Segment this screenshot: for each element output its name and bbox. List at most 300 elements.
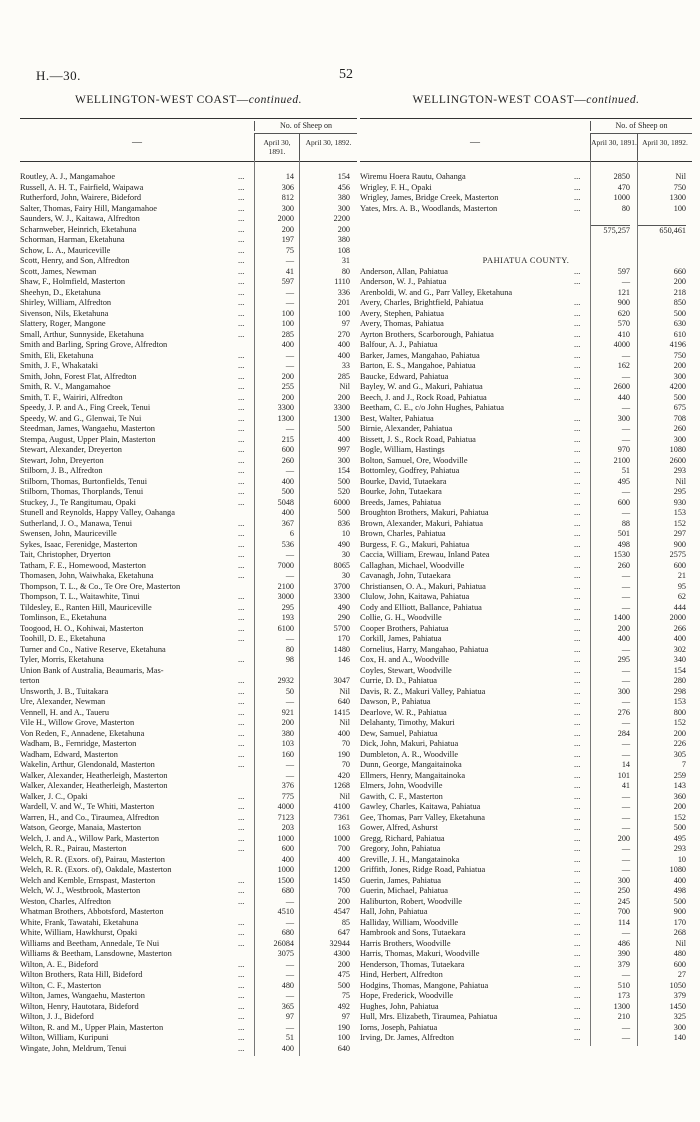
sheep-1892: 300	[673, 1022, 686, 1032]
sheep-1892: 200	[337, 896, 350, 906]
owner-name: Whatman Brothers, Abbotsford, Masterton	[20, 907, 164, 916]
sheep-1891: —	[285, 361, 294, 370]
sheep-1892: 325	[673, 1012, 686, 1021]
header-year-1891: April 30, 1891.	[590, 133, 637, 161]
owner-name: Griffith, Jones, Ridge Road, Pahiatua	[360, 865, 486, 874]
sheep-1891: 400	[281, 508, 294, 517]
column-title-main: WELLINGTON-WEST COAST—	[412, 94, 587, 106]
sheep-1891: 376	[281, 781, 294, 790]
sheep-1892: 4300	[333, 949, 350, 958]
sheep-1892: 190	[337, 749, 350, 759]
table-row	[20, 540, 357, 551]
table-row	[20, 340, 357, 351]
owner-name: Gawith, C. F., Masterton	[360, 791, 443, 801]
sheep-1892: 300	[673, 434, 686, 444]
owner-name: Saunders, W. J., Kaitawa, Alfredton	[20, 214, 140, 223]
table-row	[20, 456, 357, 467]
leader-dots: ...	[238, 298, 245, 307]
table-row	[360, 519, 692, 530]
sheep-1892: 268	[673, 928, 686, 937]
sheep-1891: 600	[617, 497, 630, 507]
leader-dots: ...	[574, 623, 581, 633]
leader-dots: ...	[574, 928, 581, 937]
table-row	[360, 1023, 692, 1034]
owner-name: Collie, G. H., Woodville	[360, 613, 442, 622]
table-row	[20, 687, 357, 698]
owner-name: Welch, W. J., Westbrook, Masterton	[20, 886, 141, 895]
owner-name: Small, Arthur, Sunnyside, Eketahuna	[20, 329, 144, 339]
table-row	[20, 267, 357, 278]
sheep-1892: Nil	[339, 382, 350, 391]
owner-name: Vile H., Willow Grove, Masterton	[20, 718, 135, 727]
leader-dots: ...	[238, 1012, 245, 1021]
sheep-1892: 500	[673, 308, 686, 318]
sheep-1892: Nil	[675, 938, 686, 948]
sheep-1891: 367	[281, 518, 294, 528]
owner-name: Unsworth, J. B., Tuitakara	[20, 686, 109, 696]
sheep-1891: 536	[281, 539, 294, 549]
owner-name: Guerin, Michael, Pahiatua	[360, 886, 448, 895]
sheep-1892: 336	[337, 287, 350, 297]
owner-name: Wiremu Hoera Rautu, Oahanga	[360, 172, 466, 181]
table-row	[20, 519, 357, 530]
leader-dots: ...	[574, 340, 581, 349]
sheep-1892: 800	[673, 707, 686, 717]
sheep-1892: 500	[673, 896, 686, 906]
sheep-1892: 475	[337, 970, 350, 979]
owner-name: Speedy, W. and G., Glenwai, Te Nui	[20, 413, 142, 423]
sheep-1892: 21	[677, 571, 686, 580]
table-row	[20, 582, 357, 593]
sheep-1892: 140	[673, 1033, 686, 1042]
owner-name: Toogood, H. O., Kohiwai, Masterton	[20, 623, 144, 633]
sheep-1892: 8065	[333, 560, 350, 570]
table-row	[20, 1012, 357, 1023]
sheep-1892: 3300	[333, 403, 350, 412]
table-row	[360, 382, 692, 393]
table-row	[360, 267, 692, 278]
leader-dots: ...	[574, 938, 581, 948]
sheep-1892: 500	[673, 823, 686, 832]
sheep-1891: —	[621, 854, 630, 864]
sheep-1892: 154	[337, 172, 350, 181]
owner-name: Wingate, John, Meldrum, Tenui	[20, 1043, 127, 1053]
leader-dots: ...	[238, 529, 245, 538]
owner-name: Welch and Kemble, Ernspast, Masterton	[20, 875, 156, 885]
leader-dots: ...	[238, 1001, 245, 1011]
leader-dots: ...	[574, 434, 581, 444]
sheep-1892: 400	[337, 434, 350, 444]
sheep-1892: 400	[337, 854, 350, 864]
owner-name: Barker, James, Mangahao, Pahiatua	[360, 350, 480, 360]
sheep-1891: 6	[289, 529, 294, 538]
sheep-1892: 750	[673, 182, 686, 192]
leader-dots: ...	[574, 665, 581, 675]
leader-dots: ...	[574, 455, 581, 465]
table-row	[360, 655, 692, 666]
sheep-1891: —	[621, 739, 630, 748]
sheep-1891: 97	[285, 1012, 294, 1021]
sheep-1892: 1300	[669, 193, 686, 202]
sheep-1892: 190	[337, 1022, 350, 1032]
owner-name: Thompson, T. L., Waitawhite, Tinui	[20, 592, 140, 601]
table-row	[20, 225, 357, 236]
leader-dots: ...	[574, 298, 581, 307]
table-row	[20, 424, 357, 435]
sheep-1891: 575,257	[590, 225, 630, 237]
table-row	[20, 813, 357, 824]
table-row	[360, 813, 692, 824]
table-row	[360, 288, 692, 299]
owner-name: Arenboldi, W. and G., Parr Valley, Eketahuna	[360, 287, 513, 297]
table-row	[360, 340, 692, 351]
table-row	[20, 246, 357, 257]
sheep-1892: 97	[341, 319, 350, 328]
column-rule	[637, 160, 638, 1046]
sheep-1892: 7	[681, 760, 686, 769]
leader-dots: ...	[574, 865, 581, 874]
leader-dots: ...	[574, 970, 581, 979]
header-sheep-on: No. of Sheep on	[254, 121, 357, 131]
sheep-1892: 4100	[333, 802, 350, 811]
leader-dots: ...	[238, 844, 245, 853]
leader-dots: ...	[238, 224, 245, 234]
leader-dots: ...	[574, 193, 581, 202]
leader-dots: ...	[238, 214, 245, 223]
sheep-1892: 700	[337, 844, 350, 853]
leader-dots: ...	[574, 529, 581, 538]
table-row	[20, 1033, 357, 1044]
leader-dots: ...	[574, 1012, 581, 1021]
table-row	[20, 351, 357, 362]
leader-dots: ...	[574, 466, 581, 475]
table-row	[20, 1044, 357, 1055]
sheep-1892: 2000	[669, 613, 686, 622]
sheep-1891: —	[621, 1033, 630, 1042]
owner-name: Brown, Alexander, Makuri, Pahiatua	[360, 518, 483, 528]
sheep-1892: 297	[673, 529, 686, 538]
sheep-1891: 103	[281, 739, 294, 748]
table-row	[20, 676, 357, 687]
sheep-1892: 152	[673, 518, 686, 528]
table-row	[20, 235, 357, 246]
sheep-1892: 10	[341, 529, 350, 538]
document-reference: H.—30.	[36, 68, 81, 83]
sheep-1892: 600	[673, 560, 686, 570]
sheep-1891: —	[621, 928, 630, 937]
leader-dots: ...	[574, 1022, 581, 1032]
sheep-1891: 390	[617, 949, 630, 958]
owner-name: Cody and Elliott, Ballance, Pahiatua	[360, 602, 482, 612]
owner-name: Brown, Charles, Pahiatua	[360, 529, 446, 538]
sheep-1892: 700	[337, 886, 350, 895]
sheep-1891: 200	[281, 392, 294, 402]
table-row	[20, 939, 357, 950]
owner-name: Wrigley, James, Bridge Creek, Masterton	[360, 193, 499, 202]
owner-name: Tait, Christopher, Dryerton	[20, 550, 111, 559]
sheep-1891: 400	[617, 634, 630, 643]
sheep-1892: 100	[337, 308, 350, 318]
sheep-1891: 2100	[277, 581, 294, 591]
table-row	[20, 729, 357, 740]
owner-name: Cooper Brothers, Pahiatua	[360, 623, 449, 633]
table-row	[360, 939, 692, 950]
table-row	[20, 571, 357, 582]
leader-dots: ...	[574, 833, 581, 843]
owner-name: Wilton, A. E., Bideford	[20, 959, 99, 969]
owner-name: Welch, J. and A., Willow Park, Masterton	[20, 833, 160, 843]
leader-dots: ...	[574, 823, 581, 832]
owner-name: Walker, Alexander, Heatherleigh, Masterton	[20, 770, 168, 780]
owner-name: Wadham, Edward, Masterton	[20, 749, 118, 759]
sheep-1892: 154	[337, 466, 350, 475]
header-year-1891: April 30, 1891.	[254, 133, 299, 161]
leader-dots: ...	[238, 760, 245, 769]
leader-dots: ...	[574, 508, 581, 517]
owner-name: Gawley, Charles, Kaitawa, Pahiatua	[360, 802, 481, 811]
leader-dots: ...	[574, 308, 581, 318]
table-row	[360, 918, 692, 929]
leader-dots: ...	[574, 1001, 581, 1011]
sheep-1891: 295	[617, 655, 630, 664]
leader-dots: ...	[574, 476, 581, 486]
sheep-1892: 200	[337, 224, 350, 234]
sheep-1891: 14	[285, 172, 294, 181]
sheep-1891: 600	[281, 844, 294, 853]
sheep-1892: 2575	[669, 550, 686, 559]
page-number: 52	[339, 67, 353, 82]
table-row	[360, 960, 692, 971]
table-row	[20, 508, 357, 519]
sheep-1892: 900	[673, 907, 686, 916]
owner-name: Christiansen, O. A., Makuri, Pahiatua	[360, 581, 486, 591]
sheep-1892: 640	[337, 1043, 350, 1053]
table-row	[360, 760, 692, 771]
table-row	[360, 466, 692, 477]
sheep-1892: 95	[677, 581, 686, 591]
sheep-1892: 600	[673, 959, 686, 969]
owner-name: Gregory, John, Pahiatua	[360, 844, 441, 853]
column-title	[360, 94, 692, 106]
owner-name: Stilborn, Thomas, Burtonfields, Tenui	[20, 476, 148, 486]
leader-dots: ...	[574, 203, 581, 213]
table-row	[360, 771, 692, 782]
sheep-1891: 2000	[277, 214, 294, 223]
owner-name: Beetham, C. E., c/o John Hughes, Pahiatua	[360, 403, 504, 412]
sheep-1891: 365	[281, 1001, 294, 1011]
sheep-1891: 41	[285, 266, 294, 276]
sheep-1891: 597	[617, 266, 630, 276]
owner-name: Sheehyn, D., Eketahuna	[20, 287, 101, 297]
sheep-1892: 285	[337, 371, 350, 381]
leader-dots: ...	[238, 655, 245, 664]
sheep-1892: 1450	[333, 875, 350, 885]
table-row	[20, 645, 357, 656]
sheep-1891: 1000	[277, 833, 294, 843]
leader-dots: ...	[574, 875, 581, 885]
sheep-1892: 143	[673, 781, 686, 790]
owner-name: Hind, Herbert, Alfredton	[360, 970, 443, 979]
sheep-1891: 276	[617, 707, 630, 717]
sheep-1892: 610	[673, 329, 686, 339]
sheep-1891: —	[621, 403, 630, 412]
table-row	[360, 750, 692, 761]
leader-dots: ...	[238, 476, 245, 486]
county-heading: PAHIATUA COUNTY.	[482, 256, 570, 265]
sheep-1891: 285	[281, 329, 294, 339]
leader-dots: ...	[574, 697, 581, 706]
sheep-1891: —	[621, 844, 630, 853]
sheep-1891: 7123	[277, 812, 294, 822]
table-row	[360, 624, 692, 635]
sheep-1891: 921	[281, 707, 294, 717]
owner-name: Clulow, John, Kaitawa, Pahiatua	[360, 592, 470, 601]
leader-dots: ...	[574, 812, 581, 822]
leader-dots: ...	[238, 917, 245, 927]
table-row	[20, 949, 357, 960]
sheep-1892: 70	[341, 739, 350, 748]
table-row	[20, 403, 357, 414]
owner-name: Dumbleton, A. R., Woodville	[360, 749, 459, 759]
leader-dots: ...	[238, 739, 245, 748]
column-title-italic: continued.	[248, 94, 303, 106]
sheep-1892: 520	[337, 487, 350, 496]
owner-name: Stilborn, Thomas, Thorplands, Tenui	[20, 487, 144, 496]
leader-dots: ...	[574, 182, 581, 192]
leader-dots: ...	[238, 487, 245, 496]
owner-name: Vennell, H. and A., Taueru	[20, 707, 110, 717]
table-row	[360, 792, 692, 803]
sheep-1891: 284	[617, 728, 630, 738]
sheep-1892: 850	[673, 298, 686, 307]
sheep-1892: 1300	[333, 413, 350, 423]
owner-name: Smith, R. V., Mangamahoe	[20, 382, 111, 391]
sheep-1892: 836	[337, 518, 350, 528]
sheep-1892: 480	[673, 949, 686, 958]
owner-name: Bissett, J. S., Rock Road, Pahiatua	[360, 434, 476, 444]
leader-dots: ...	[574, 739, 581, 748]
sheep-1892: 259	[673, 770, 686, 780]
leader-dots: ...	[238, 203, 245, 213]
leader-dots: ...	[238, 277, 245, 286]
owner-name: Swensen, John, Mauriceville	[20, 529, 117, 538]
sheep-1891: 7000	[277, 560, 294, 570]
sheep-1892: 400	[673, 875, 686, 885]
leader-dots: ...	[574, 560, 581, 570]
table-row	[360, 246, 692, 257]
table-row	[20, 183, 357, 194]
leader-dots: ...	[574, 676, 581, 685]
sheep-1891: 50	[285, 686, 294, 696]
sheep-1891: 193	[281, 613, 294, 622]
leader-dots: ...	[238, 980, 245, 990]
sheep-1892: 3700	[333, 581, 350, 591]
sheep-1892: 500	[337, 424, 350, 433]
table-row	[360, 435, 692, 446]
owner-name: Corkill, James, Pahiatua	[360, 634, 442, 643]
owner-name: Hodgins, Thomas, Mangone, Pahiatua	[360, 980, 489, 990]
table-row	[20, 214, 357, 225]
leader-dots: ...	[238, 571, 245, 580]
owner-name: Tyler, Morris, Eketahuna	[20, 655, 104, 664]
leader-dots: ...	[574, 1033, 581, 1042]
leader-dots: ...	[574, 539, 581, 549]
leader-dots: ...	[238, 497, 245, 507]
sheep-1892: 200	[673, 277, 686, 286]
table-row	[360, 928, 692, 939]
table-row	[20, 1002, 357, 1013]
leader-dots: ...	[238, 445, 245, 454]
sheep-1891: —	[285, 350, 294, 360]
sheep-1891: 3300	[277, 403, 294, 412]
table-row	[20, 981, 357, 992]
table-row	[360, 1012, 692, 1023]
column-title	[20, 94, 357, 106]
sheep-1892: 360	[673, 791, 686, 801]
table-row	[20, 256, 357, 267]
table-row	[360, 876, 692, 887]
leader-dots: ...	[574, 487, 581, 496]
sheep-1892: 146	[337, 655, 350, 664]
sheep-1892: 153	[673, 508, 686, 517]
sheep-1892: 80	[341, 266, 350, 276]
sheep-1892: 100	[337, 1033, 350, 1042]
column-title-main: WELLINGTON-WEST COAST—	[74, 94, 249, 106]
leader-dots: ...	[574, 949, 581, 958]
table-row	[20, 634, 357, 645]
owner-name: Thompson, T. L., & Co., Te Ore Ore, Masterton	[20, 581, 181, 591]
table-row	[20, 666, 357, 677]
table-row	[360, 991, 692, 1002]
owner-name: Stempa, August, Upper Plain, Masterton	[20, 434, 156, 444]
sheep-1891: 700	[617, 907, 630, 916]
sheep-1891: —	[285, 770, 294, 780]
table-row	[360, 603, 692, 614]
owner-name: Wilton, William, Kuripuni	[20, 1033, 109, 1042]
leader-dots: ...	[574, 802, 581, 811]
table-row	[20, 855, 357, 866]
sheep-1891: —	[285, 256, 294, 265]
owner-name: Wrigley, F. H., Opaki	[360, 182, 432, 192]
leader-dots: ...	[574, 413, 581, 423]
table-row	[20, 414, 357, 425]
owner-name: Anderson, Allan, Pahiatua	[360, 266, 448, 276]
owner-name: Bolton, Samuel, Ore, Woodville	[360, 455, 468, 465]
table-row	[360, 330, 692, 341]
sheep-1891: 197	[281, 235, 294, 244]
table-row	[20, 193, 357, 204]
header-name-dash: —	[470, 137, 480, 148]
table-row	[20, 792, 357, 803]
leader-dots: ...	[238, 812, 245, 822]
sheep-1891: 260	[281, 455, 294, 465]
leader-dots: ...	[574, 382, 581, 391]
leader-dots: ...	[238, 361, 245, 370]
table-row	[20, 970, 357, 981]
table-row	[360, 970, 692, 981]
sheep-1892: 33	[341, 361, 350, 370]
sheep-1892: 490	[337, 602, 350, 612]
owner-name: Best, Walter, Pahiatua	[360, 413, 434, 423]
sheep-1892: 5700	[333, 623, 350, 633]
table-row	[360, 676, 692, 687]
sheep-1891: —	[285, 917, 294, 927]
table-row	[360, 351, 692, 362]
sheep-1891: —	[621, 812, 630, 822]
owner-name: Tildesley, E., Ranten Hill, Mauriceville	[20, 602, 152, 612]
owner-name: Balfour, A. J., Pahiatua	[360, 340, 438, 349]
leader-dots: ...	[238, 802, 245, 811]
